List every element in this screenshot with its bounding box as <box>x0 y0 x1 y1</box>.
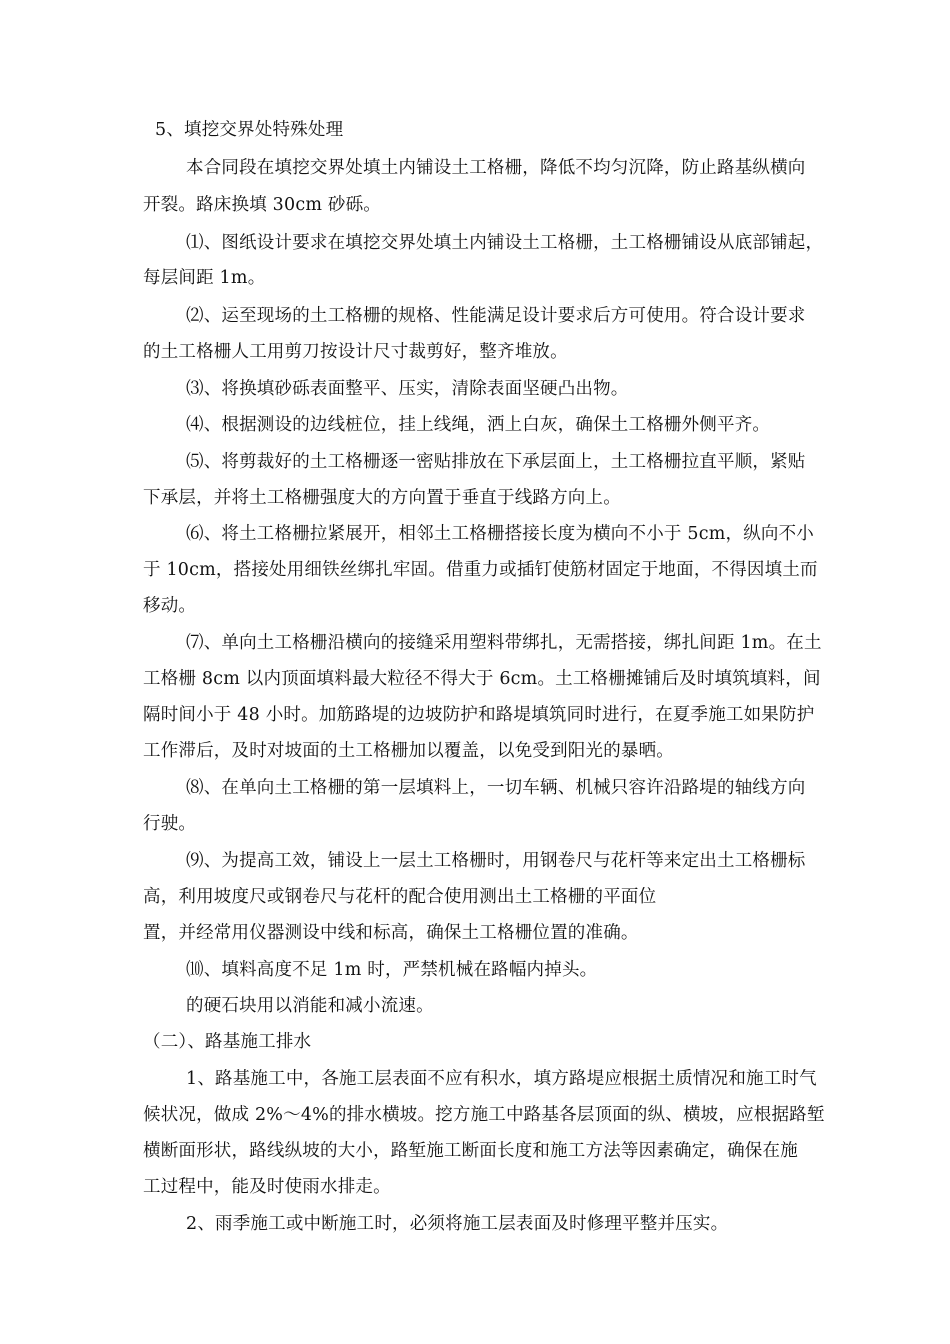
list-item-line: 工作滞后，及时对坡面的土工格栅加以覆盖，以免受到阳光的暴晒。 <box>143 741 674 761</box>
list-item-line: ⑼、为提高工效，铺设上一层土工格栅时，用钢卷尺与花杆等来定出土工格栅标 <box>186 851 806 871</box>
list-item-line: 1、路基施工中，各施工层表面不应有积水，填方路堤应根据土质情况和施工时气 <box>186 1069 817 1089</box>
list-item-line: 置，并经常用仪器测设中线和标高，确保土工格栅位置的准确。 <box>143 923 639 943</box>
list-item-line: ⑸、将剪裁好的土工格栅逐一密贴排放在下承层面上，土工格栅拉直平顺，紧贴 <box>186 452 806 472</box>
list-item-line: ⑻、在单向土工格栅的第一层填料上，一切车辆、机械只容许沿路堤的轴线方向 <box>186 778 806 798</box>
list-item-line: 候状况，做成 2%～4%的排水横坡。挖方施工中路基各层顶面的纵、横坡，应根据路堑 <box>143 1105 825 1125</box>
list-item-line: 移动。 <box>143 596 197 616</box>
list-item-line: 横断面形状，路线纵坡的大小，路堑施工断面长度和施工方法等因素确定，确保在施 <box>143 1141 798 1161</box>
list-item-line: 隔时间小于 48 小时。加筋路堤的边坡防护和路堤填筑同时进行，在夏季施工如果防护 <box>143 705 815 725</box>
list-item-line: 的土工格栅人工用剪刀按设计尺寸裁剪好，整齐堆放。 <box>143 342 568 362</box>
list-item-line: ⑺、单向土工格栅沿横向的接缝采用塑料带绑扎，无需搭接，绑扎间距 1m。在土 <box>186 633 822 653</box>
section-heading: 5、填挖交界处特殊处理 <box>155 120 344 140</box>
list-item-line: 高，利用坡度尺或钢卷尺与花杆的配合使用测出土工格栅的平面位 <box>143 887 657 907</box>
list-item-line: ⑷、根据测设的边线桩位，挂上线绳，洒上白灰，确保土工格栅外侧平齐。 <box>186 415 771 435</box>
list-item-line: ⑹、将土工格栅拉紧展开，相邻土工格栅搭接长度为横向不小于 5cm，纵向不小 <box>186 524 814 544</box>
list-item-line: 于 10cm，搭接处用细铁丝绑扎牢固。借重力或插钉使筋材固定于地面，不得因填土而 <box>143 560 818 580</box>
list-item-line: 每层间距 1m。 <box>143 268 266 288</box>
section-heading: （二）、路基施工排水 <box>143 1032 312 1052</box>
list-item-line: ⑽、填料高度不足 1m 时，严禁机械在路幅内掉头。 <box>186 960 598 980</box>
list-item-line: ⑴、图纸设计要求在填挖交界处填土内铺设土工格栅，土工格栅铺设从底部铺起， <box>186 233 824 253</box>
list-item-line: 行驶。 <box>143 814 197 834</box>
paragraph-line: 开裂。路床换填 30cm 砂砾。 <box>143 195 381 215</box>
list-item-line: 下承层，并将土工格栅强度大的方向置于垂直于线路方向上。 <box>143 488 621 508</box>
list-item-line: 2、雨季施工或中断施工时，必须将施工层表面及时修理平整并压实。 <box>186 1214 729 1234</box>
list-item-line: ⑵、运至现场的土工格栅的规格、性能满足设计要求后方可使用。符合设计要求 <box>186 306 806 326</box>
paragraph-line: 的硬石块用以消能和减小流速。 <box>186 996 434 1016</box>
list-item-line: ⑶、将换填砂砾表面整平、压实，清除表面坚硬凸出物。 <box>186 379 629 399</box>
list-item-line: 工格栅 8cm 以内顶面填料最大粒径不得大于 6cm。土工格栅摊铺后及时填筑填料，间 <box>143 669 821 689</box>
list-item-line: 工过程中，能及时使雨水排走。 <box>143 1177 391 1197</box>
paragraph-line: 本合同段在填挖交界处填土内铺设土工格栅，降低不均匀沉降，防止路基纵横向 <box>186 158 806 178</box>
